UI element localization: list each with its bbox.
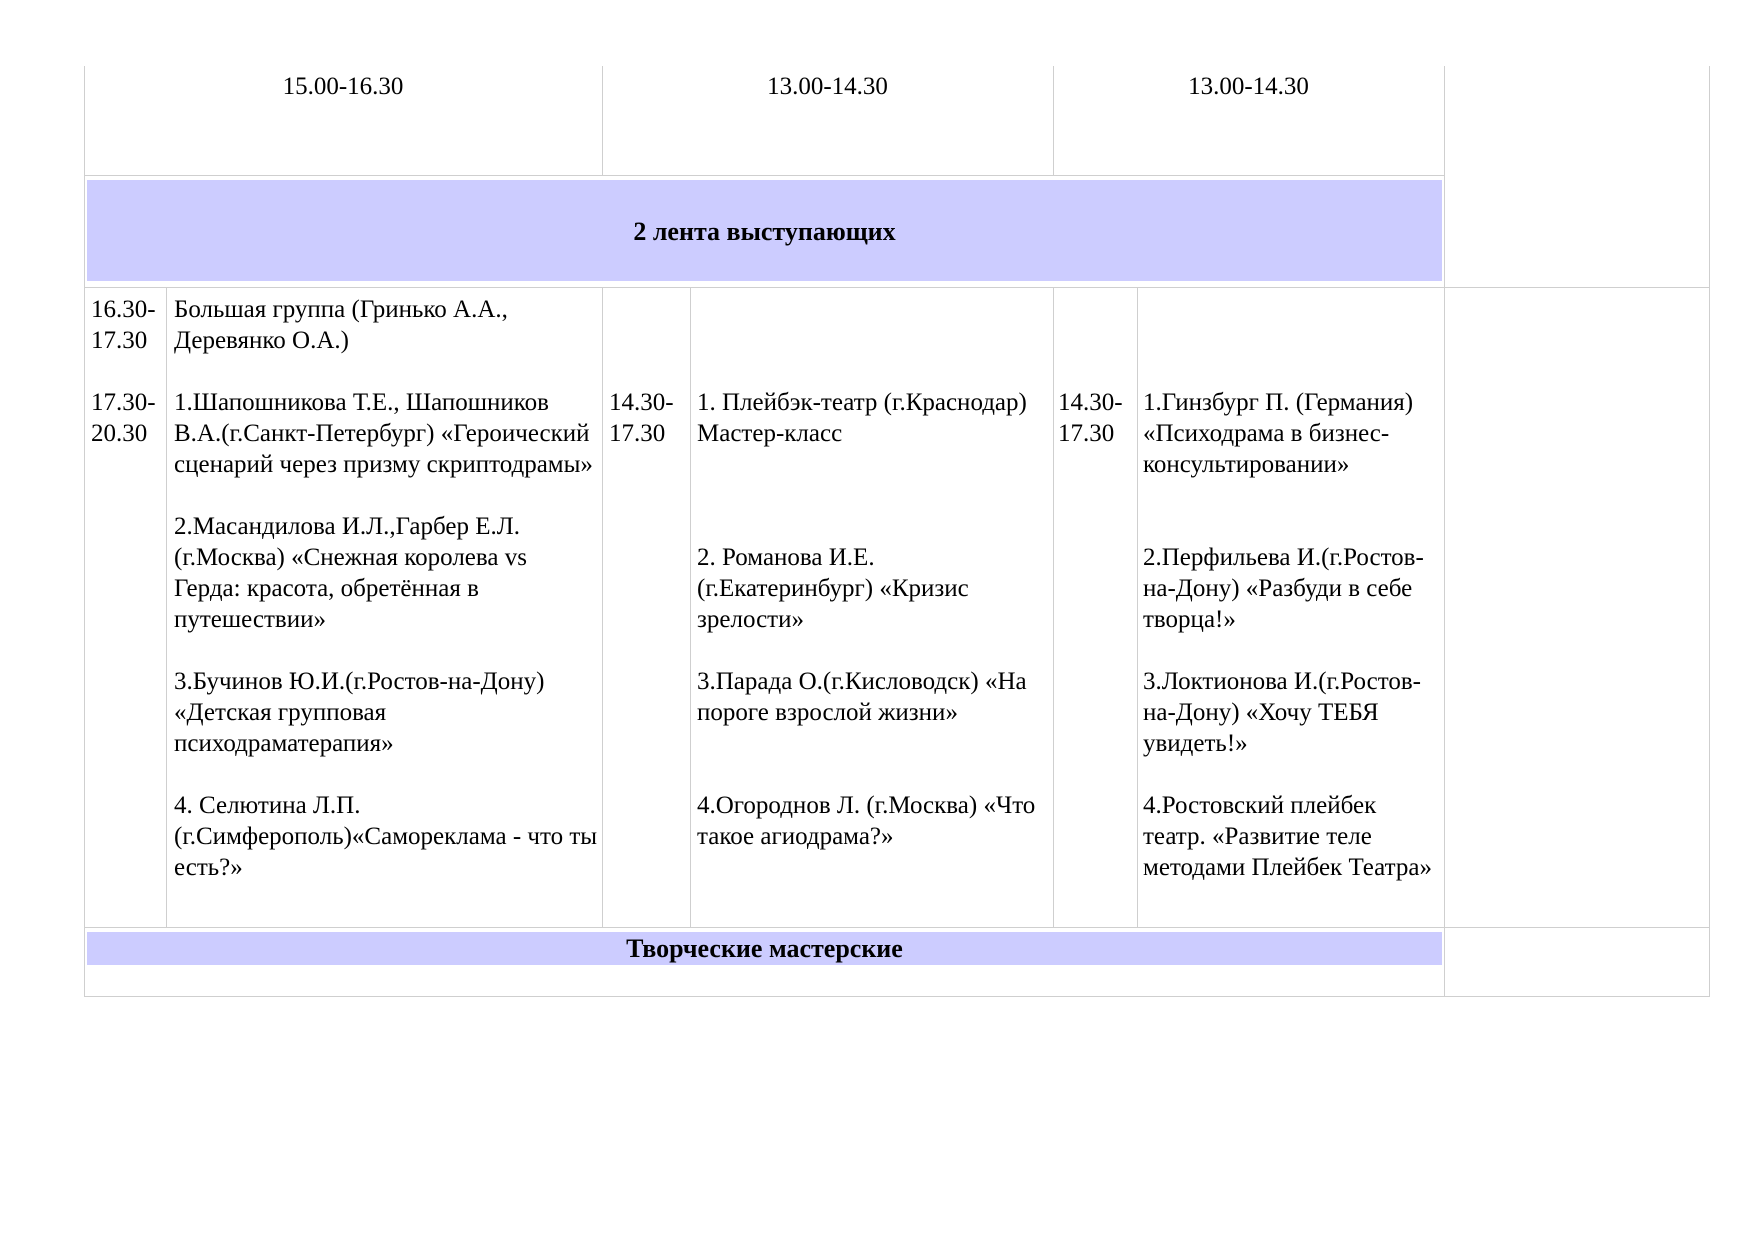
col1-content: Большая группа (Гринько А.А., Деревянко О.А.) 1.Шапошникова Т.Е., Шапошников В.А.(г.Санкт-Петербург) «Героический сценарий через призму скриптодрамы» 2.Масандилова И.Л.,Гарбер Е.Л. (г.Москва) «Снежная королева vs Герда: красота, обретённая в путешествии» 3.Бучинов Ю.И.(г.Ростов-на-Дону) «Детская групповая психодраматерапия» 4. Селютина Л.П. (г.Симферополь)«Самореклама - что ты есть?»: [174, 296, 598, 881]
top-time-col2: 13.00-14.30: [767, 73, 888, 100]
top-time-col3: 13.00-14.30: [1188, 73, 1309, 100]
row-line-2: [84, 287, 1710, 288]
section-title-workshops: Творческие мастерские: [626, 934, 903, 963]
table-divider-col2-inner: [690, 287, 691, 927]
col2-content: 1. Плейбэк-театр (г.Краснодар) Мастер-класс 2. Романова И.Е. (г.Екатеринбург) «Кризис зрелости» 3.Парада О.(г.Кисловодск) «На пороге взрослой жизни» 4.Огороднов Л. (г.Москва) «Что такое агиодрама?»: [697, 389, 1036, 850]
table-divider-col1-inner: [166, 287, 167, 927]
table-divider-col2-left: [602, 287, 603, 927]
col3-times: 14.30- 17.30: [1058, 389, 1123, 447]
top-time-col1: 15.00-16.30: [282, 73, 404, 100]
col1-times: 16.30- 17.30 17.30- 20.30: [91, 296, 156, 447]
table-border-left: [84, 66, 85, 996]
row-line-3: [84, 927, 1710, 928]
row-line-bottom: [84, 996, 1710, 997]
table-border-right: [1709, 66, 1710, 996]
section-title-speakers: 2 лента выступающих: [633, 217, 896, 246]
table-divider-col3-left: [1053, 287, 1054, 927]
table-divider-col3-inner: [1137, 287, 1138, 927]
col2-times: 14.30- 17.30: [609, 389, 674, 447]
col3-content: 1.Гинзбург П. (Германия) «Психодрама в бизнес-консультировании» 2.Перфильева И.(г.Ростов-на-Дону) «Разбуди в себе творца!» 3.Локтионова И.(г.Ростов-на-Дону) «Хочу ТЕБЯ увидеть!» 4.Ростовский плейбек театр. «Развитие теле методами Плейбек Театра»: [1143, 389, 1432, 881]
row-line-1: [84, 175, 1444, 176]
table-divider-main: [1444, 66, 1445, 996]
